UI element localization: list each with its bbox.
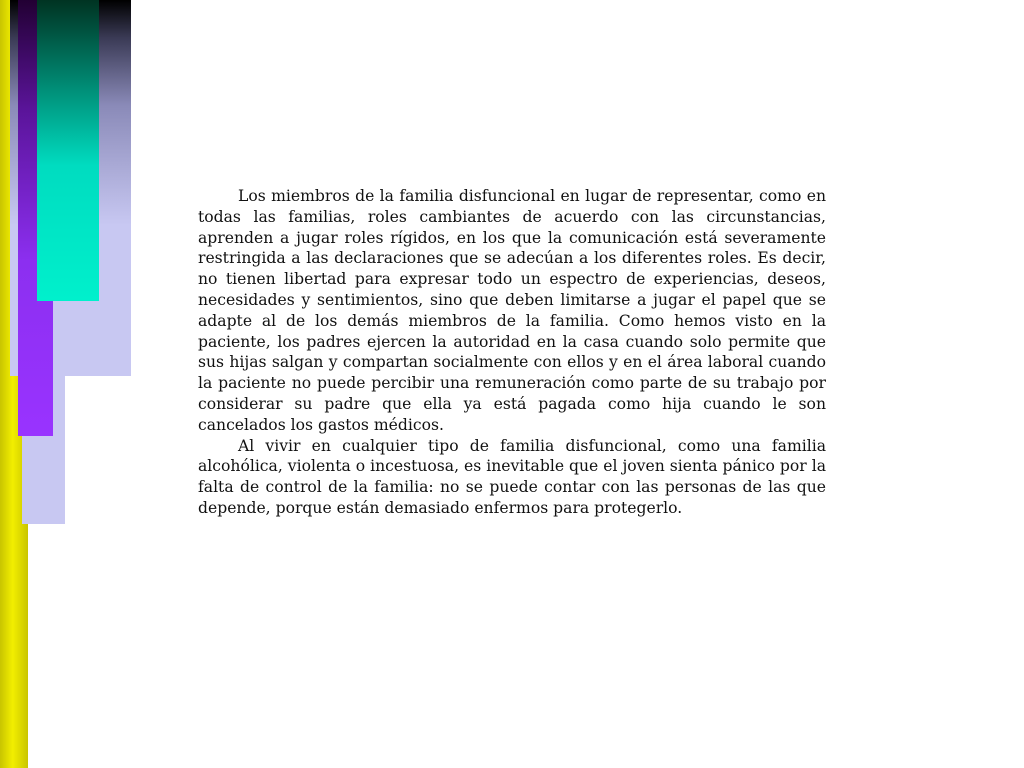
teal-gradient-bar — [37, 0, 99, 301]
paragraph-2: Al vivir en cualquier tipo de familia disfuncional, como una familia alcohólica, violenta o incestuosa, es inevitable que el joven sienta pánico por la falta de control de la familia: no se puede contar con las personas de las que depende, porque están demasiado enfermos para protegerlo. — [198, 436, 826, 517]
paragraph-1: Los miembros de la familia disfuncional en lugar de representar, como en todas las familias, roles cambiantes de acuerdo con las circunstancias, aprenden a jugar roles rígidos, en los que la comunicación está severamente restringida a las declaraciones que se adecúan a los diferentes roles. Es decir, no tienen libertad para expresar todo un espectro de experiencias, deseos, necesidades y sentimientos, sino que deben limitarse a jugar el papel que se adapte al de los demás miembros de la familia. Como hemos visto en la paciente, los padres ejercen la autoridad en la casa cuando solo permite que sus hijas salgan y compartan socialmente con ellos y en el área laboral cuando la paciente no puede percibir una remuneración como parte de su trabajo por considerar su padre que ella ya está pagada como hija cuando le son cancelados los gastos médicos. — [198, 187, 826, 434]
body-text — [198, 186, 826, 519]
